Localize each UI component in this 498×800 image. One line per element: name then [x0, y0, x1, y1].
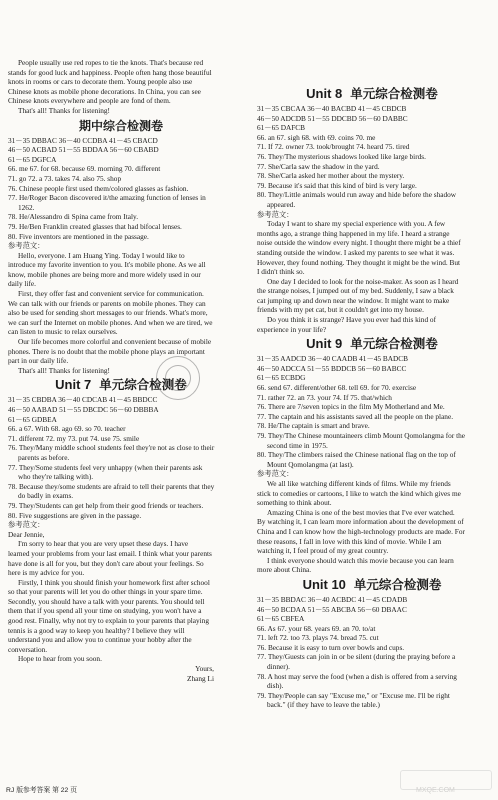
- essay-line: Secondly, you should have a talk with your parents. You should tell: [8, 596, 205, 606]
- unit10-answers: [257, 595, 487, 710]
- essay-line: Our life becomes more colorful and convenient because of mobile: [18, 337, 212, 347]
- essay-line: good rest. Finally, why not try to explain to your parents that playing: [8, 616, 209, 626]
- answer-line: 80. They/Little animals would run away and hide before the shadow: [257, 190, 457, 200]
- answer-line: Mount Qomolangma (at last).: [267, 459, 354, 469]
- answer-line: who they're talking with).: [18, 472, 94, 482]
- essay-line: also be used for sending short messages to our friends. What's more,: [8, 308, 208, 318]
- text-line: Chinese knots everywhere and people are fond of them.: [8, 96, 171, 106]
- essay-line: more about China.: [257, 565, 312, 575]
- answer-line: 79. They/People can say "Excuse me," or "Excuse me. I'll be right: [257, 690, 450, 700]
- sample-label: 参考范文：: [257, 209, 294, 219]
- essay-line: we can surf the Internet on mobile phones. And when we are tired, we: [8, 317, 213, 327]
- answer-line: appeared.: [267, 199, 296, 209]
- answer-line: 31－35 CBCAA 36－40 BACBD 41－45 CBDCB: [257, 104, 407, 113]
- answer-line: 79. Because it's said that this kind of bird is very large.: [257, 180, 417, 190]
- intro-passage: [8, 58, 234, 116]
- sample-label: 参考范文：: [257, 469, 294, 479]
- answer-line: dinner).: [267, 662, 290, 672]
- answer-line: back." (if they have to leave the table.): [267, 700, 380, 710]
- text-line: Chinese knots as mobile phone decorations. In China, you can see: [8, 86, 201, 96]
- essay-line: One day I decided to look for the noise-maker. As soon as I heard: [267, 276, 459, 286]
- essay-line: stick to comedies or cartoons, I like to watch the kind which gives me: [257, 488, 461, 498]
- answer-line: 79. He/Ben Franklin created glasses that had bifocal lenses.: [8, 221, 182, 231]
- essay-line: introduce my favorite invention to you. It's mobile phone. As we all: [8, 260, 206, 270]
- answer-line: 78. He/Alessandro di Spina came from Italy.: [8, 212, 139, 222]
- right-column: [257, 84, 487, 710]
- answer-line: 77. He/Roger Bacon discovered it/the amazing function of lenses in: [8, 193, 206, 203]
- answer-line: 31－35 CBDBA 36－40 CDCAB 41－45 BBDCC: [8, 395, 158, 405]
- essay-line: Firstly, I think you should finish your homework first after school: [18, 577, 210, 587]
- essay-line: I didn't think so.: [257, 267, 305, 277]
- unit7-number: Unit 7: [55, 377, 92, 393]
- answer-line: 78. He/The captain is smart and brave.: [257, 421, 370, 431]
- answer-line: 46－50 ADCCA 51－55 BDDCB 56－60 BABCC: [257, 363, 407, 373]
- sample-label: 参考范文：: [8, 241, 45, 251]
- answer-line: 80. Five suggestions are given in the passage.: [8, 510, 142, 520]
- answer-line: 78. Because they/some students are afraid to tell their parents that they: [8, 481, 215, 491]
- essay-line: phones. There is no doubt that the mobile phone plays an important: [8, 346, 205, 356]
- essay-line: experience in your life?: [257, 324, 327, 334]
- essay-line: tennis is a good way to keep you healthy? I believe they will: [8, 625, 185, 635]
- unit10-title: 单元综合检测卷: [353, 577, 442, 592]
- answer-line: 61－65 GDBEA: [8, 414, 57, 424]
- unit9-number: Unit 9: [306, 336, 343, 352]
- unit7-title: 单元综合检测卷: [99, 378, 187, 393]
- answer-line: 1262.: [18, 202, 35, 212]
- essay-line: We all like watching different kinds of films. While my friends: [267, 478, 451, 488]
- unit8-answers: [257, 104, 487, 210]
- essay-line: can listen to music to relax ourselves.: [8, 327, 118, 337]
- answer-line: 46－50 AABAD 51－55 DBCDC 56－60 DBBBA: [8, 405, 159, 414]
- answer-line: 78. She/Carla asked her mother about the mystery.: [257, 171, 405, 181]
- publisher-stamp-icon: [156, 356, 200, 400]
- essay-line: China and I can know how the high-technology products are made. For: [257, 526, 465, 536]
- answer-line: 76. Because it is easy to turn over bowls and cups.: [257, 642, 405, 652]
- text-line: knots in rooms or cars to decorate them. Young people also use: [8, 77, 193, 87]
- answer-line: 71. left 72. too 73. plays 74. bread 75. cut: [257, 633, 379, 643]
- text-line: People usually use red ropes to tie the knots. That's because red: [18, 58, 204, 67]
- unit10-heading: [257, 576, 487, 594]
- answer-line: second time in 1975.: [267, 440, 328, 450]
- essay-line: these reasons, I fall in love with this kind of movie. While I am: [257, 536, 442, 546]
- essay-line: them that if you spend all your time on studying, you won't have a: [8, 606, 202, 616]
- midterm-heading: 期中综合检测卷: [78, 118, 163, 133]
- answer-line: dish).: [267, 681, 284, 691]
- essay-line: However, they found nothing. They thought it might be the wind. But: [257, 257, 461, 267]
- unit7-heading: [8, 376, 234, 394]
- letter-greeting: Dear Jennie,: [8, 529, 45, 539]
- answer-line: 77. They/Some students feel very unhappy (when their parents ask: [8, 462, 203, 472]
- answer-line: 66. send 67. different/other 68. tell 69. for 70. exercise: [257, 383, 417, 393]
- answer-line: 76. They/Many middle school students feel they're not as close to their: [8, 443, 215, 453]
- answer-line: 71. rather 72. an 73. your 74. If 75. that/which: [257, 392, 392, 402]
- essay-line: First, they offer fast and convenient service for communication.: [18, 289, 204, 299]
- essay-line: something to think about.: [257, 498, 332, 508]
- answer-line: 71. If 72. owner 73. took/brought 74. heard 75. tired: [257, 142, 410, 152]
- essay-line: daily life.: [8, 279, 36, 289]
- answer-line: 79. They/Students can get help from their good friends or teachers.: [8, 500, 204, 510]
- answer-line: 76. There are 7/seven topics in the film My Motherland and Me.: [257, 402, 445, 412]
- essay-line: have done is all for you, but they don't care about your feelings. So: [8, 558, 204, 568]
- answer-line: 77. The captain and his assistants saved all the people on the plane.: [257, 411, 454, 421]
- text-line: That's all! Thanks for listening!: [18, 105, 110, 115]
- answer-line: 66. me 67. for 68. because 69. morning 70. different: [8, 164, 161, 174]
- essay-line: I'm sorry to hear that you are very upset these days. I have: [18, 539, 189, 549]
- unit9-answers: [257, 354, 487, 469]
- essay-line: We can talk with our friends or parents on mobile phones. They can: [8, 298, 206, 308]
- essay-line: learned your problems from your last email. I think what your parents: [8, 548, 212, 558]
- answer-line: parents as before.: [18, 452, 70, 462]
- answer-line: 46－50 ADCDB 51－55 DDCBD 56－60 DABBC: [257, 113, 408, 123]
- essay-line: cat jumping up and down near the window. It might want to make: [257, 295, 450, 305]
- letter-signature: Zhang Li: [187, 673, 214, 683]
- answer-line: 80. They/The climbers raised the Chinese national flag on the top of: [257, 450, 456, 460]
- essay-line: conversation.: [8, 644, 48, 654]
- essay-line: months ago, a strange thing happened in my life. I heard a strange: [257, 228, 450, 238]
- answer-line: 61－65 ECBDG: [257, 373, 306, 383]
- essay-line: friends with my pet cat, but it couldn't get into my house.: [257, 305, 424, 315]
- unit7-essay: [8, 539, 234, 664]
- essay-line: By watching it, I can learn more information about the development of: [257, 517, 464, 527]
- unit7-answers: [8, 395, 234, 520]
- answer-line: 46－50 ACBAD 51－55 BDDAA 56－60 CBABD: [8, 145, 159, 155]
- essay-line: the strange noises, I jumped out of my bed. Suddenly, I saw a black: [257, 286, 454, 296]
- essay-line: know, mobile phones are being more and more widely used in our: [8, 269, 201, 279]
- essay-line: Hope to hear from you soon.: [18, 654, 102, 664]
- unit8-heading: [257, 85, 487, 103]
- answer-line: 61－65 DGFCA: [8, 154, 57, 164]
- watermark-text: MXQE.COM: [416, 787, 455, 794]
- answer-line: 31－35 DBBAC 36－40 CCDBA 41－45 CBACD: [8, 135, 158, 145]
- unit8-essay: [257, 219, 487, 334]
- essay-line: Amazing China is one of the best movies that I've ever watched.: [267, 507, 455, 517]
- page-footer: RJ 版参考答案 第 22 页: [6, 787, 77, 794]
- answer-line: 76. Chinese people first used them/colored glasses as fashion.: [8, 183, 189, 193]
- text-line: stands for good luck and happiness. People often hang those beautiful: [8, 67, 212, 77]
- unit9-title: 单元综合检测卷: [350, 337, 438, 352]
- answer-line: 46－50 BCDAA 51－55 ABCBA 56－60 DBAAC: [257, 604, 407, 614]
- essay-line: That's all! Thanks for listening!: [18, 365, 110, 375]
- answer-line: 76. They/The mysterious shadows looked like large birds.: [257, 151, 426, 161]
- answer-line: 79. They/The Chinese mountaineers climb Mount Qomolangma for the: [257, 431, 465, 440]
- essay-line: so that your parents will let you do other things in your spare time.: [8, 587, 203, 597]
- answer-line: 61－65 DAFCB: [257, 123, 306, 133]
- answer-line: 71. go 72. a 73. takes 74. also 75. shop: [8, 173, 122, 183]
- answer-line: 66. a 67. With 68. ago 69. so 70. teacher: [8, 424, 126, 434]
- essay-line: watching it, I feel proud of my great country.: [257, 546, 389, 556]
- sample-label: 参考范文：: [8, 520, 45, 530]
- answer-line: 77. They/Guests can join in or be silent (during the praying before a: [257, 652, 456, 662]
- unit8-number: Unit 8: [306, 86, 343, 101]
- midterm-essay: [8, 251, 234, 376]
- essay-line: Hello, everyone. I am Huang Ying. Today I would like to: [18, 250, 185, 260]
- answer-line: 31－35 AADCD 36－40 CAADB 41－45 BADCB: [257, 354, 409, 364]
- answer-line: do badly in exams.: [18, 491, 74, 501]
- answer-line: 31－35 BBDAC 36－40 ACBDC 41－45 CDADB: [257, 594, 408, 604]
- answer-line: 66. As 67. your 68. years 69. an 70. to/at: [257, 623, 376, 633]
- essay-line: I think everyone should watch this movie because you can learn: [267, 555, 454, 565]
- essay-line: part in our daily life.: [8, 356, 69, 366]
- unit9-essay: [257, 479, 487, 575]
- answer-line: 78. A host may serve the food (when a dish is offered from a serving: [257, 671, 457, 681]
- essay-line: Today I want to share my special experience with you. A few: [267, 219, 446, 229]
- answer-line: 61－65 CBFEA: [257, 614, 305, 624]
- midterm-answers: [8, 136, 234, 242]
- watermark-logo: [400, 770, 492, 796]
- essay-line: noise outside the window every night. I thought there might be a thief: [257, 238, 461, 248]
- left-column: [8, 58, 234, 683]
- essay-line: standing outside the window. I asked my parents to see what it was.: [257, 247, 455, 257]
- essay-line: Do you think it is strange? Have you ever had this kind of: [267, 315, 437, 325]
- unit9-heading: [257, 335, 487, 353]
- unit8-title: 单元综合检测卷: [350, 87, 438, 101]
- answer-line: 80. Five inventors are mentioned in the passage.: [8, 231, 149, 241]
- essay-line: here is my advice for you.: [8, 568, 85, 578]
- answer-line: 77. She/Carla saw the shadow in the yard.: [257, 161, 380, 171]
- unit10-number: Unit 10: [302, 576, 346, 592]
- answer-line: 71. different 72. my 73. put 74. use 75. smile: [8, 433, 140, 443]
- essay-line: understand you and allow you to continue your hobby after the: [8, 635, 192, 645]
- answer-line: 66. an 67. sigh 68. with 69. coins 70. me: [257, 132, 376, 142]
- letter-closing: Yours,: [195, 664, 214, 674]
